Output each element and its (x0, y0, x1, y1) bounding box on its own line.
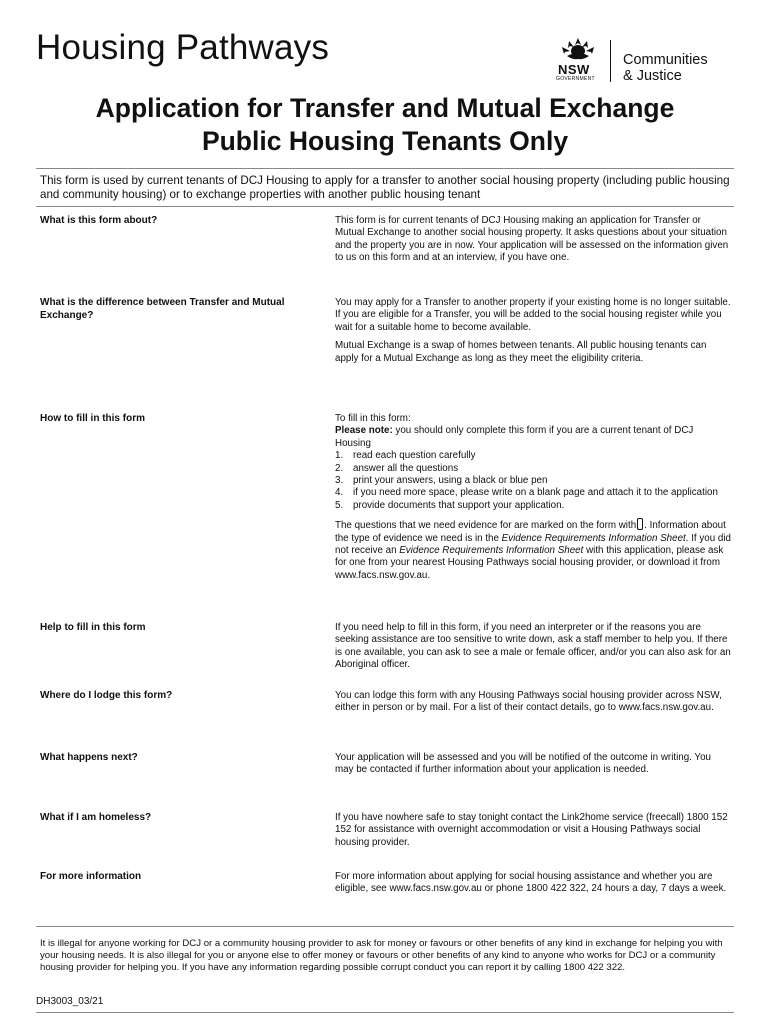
answer-text: If you have nowhere safe to stay tonight contact the Link2home service (freecall) 1800 152 152 for assistance with overnight accommodation or visit a Housing Pathways social housing provider. (335, 812, 728, 848)
question-more-info: For more information (40, 871, 142, 882)
answer-text: If you need help to fill in this form, if you need an interpreter or if the reasons you are seeking assistance are too sensitive to write down, ask a staff member to help you. If there is one available, you can ask to see a male or female officer, and/or you can also ask for an Aboriginal officer. (335, 622, 731, 671)
logo-divider (610, 40, 611, 82)
brand-title: Housing Pathways (36, 28, 330, 67)
answer-homeless (335, 812, 731, 855)
answer-text: You may apply for a Transfer to another property if your existing home is no longer suitable. If you are eligible for a Transfer, you will be added to the social housing register while you wait for a suitable home to become available. (335, 297, 731, 333)
answer-lodge (335, 690, 731, 721)
please-note (335, 425, 731, 450)
form-title-line2: Public Housing Tenants Only (201, 126, 569, 156)
list-item: 1. read each question carefully (335, 450, 476, 462)
answer-help (335, 622, 731, 678)
answer-how-to-fill (335, 413, 731, 588)
divider (36, 168, 734, 169)
department-name (623, 52, 708, 84)
answer-text: Mutual Exchange is a swap of homes between tenants. All public housing tenants can apply for a Mutual Exchange as long as they meet the eligibility criteria. (335, 340, 707, 364)
legal-notice: It is illegal for anyone working for DCJ or a community housing provider to ask for money or favours or other benefits of any kind in exchange for helping you with your housing needs. It is also illegal for you or anyone else to offer money or favours or other benefits of any kind to anyone who works for DCJ or a community housing provider for helping you. If you have any information regarding possible corrupt conduct you can report it by calling 1800 422 322. (40, 938, 723, 973)
nsw-communities-justice-logo (553, 36, 743, 88)
question-help: Help to fill in this form (40, 622, 146, 633)
intro-text: This form is used by current tenants of DCJ Housing to apply for a transfer to another social housing property (including public housing and community housing) or to exchange properties with another public housing tenant (40, 174, 730, 201)
question-what-next: What happens next? (40, 752, 138, 763)
answer-difference (335, 297, 731, 371)
form-code: DH3003_03/21 (36, 996, 104, 1007)
question-lodge: Where do I lodge this form? (40, 690, 173, 701)
divider (36, 926, 734, 927)
form-title-line1: Application for Transfer and Mutual Exchange (95, 93, 675, 123)
nsw-government-label: GOVERNMENT (556, 76, 595, 82)
evidence-info: The questions that we need evidence for are marked on the form with . Information about the type of evidence we need is in the Evidence Requirements Information Sheet. If you did not receive an Evidence Requirements Information Sheet with this application, please ask for one from your nearest Housing Pathways social housing provider, or download it from www.facs.nsw.gov.au. (335, 520, 731, 581)
department-name-line2: & Justice (623, 68, 682, 84)
list-item: 3. print your answers, using a black or blue pen (335, 475, 548, 487)
form-title (20, 92, 750, 158)
list-item: 2. answer all the questions (335, 462, 459, 474)
nsw-label: NSW (558, 62, 590, 77)
answer-what-next (335, 752, 731, 783)
answer-form-about (335, 215, 731, 271)
answer-text: For more information about applying for social housing assistance and whether you are eligible, see www.facs.nsw.gov.au or phone 1800 422 322, 24 hours a day, 7 days a week. (335, 871, 727, 895)
question-homeless: What if I am homeless? (40, 812, 152, 823)
divider (36, 1012, 734, 1013)
list-item: 4. if you need more space, please write on a blank page and attach it to the application (335, 487, 718, 499)
list-item: 5. provide documents that support your application. (335, 499, 565, 511)
answer-text: Your application will be assessed and you will be notified of the outcome in writing. You may be contacted if further information about your application is needed. (335, 752, 711, 776)
question-how-to-fill: How to fill in this form (40, 413, 145, 424)
question-form-about: What is this form about? (40, 215, 158, 226)
instruction-list (335, 450, 731, 512)
evidence-marker-icon (637, 518, 643, 530)
answer-text: You can lodge this form with any Housing Pathways social housing provider across NSW, either in person or by mail. For a list of their contact details, go to www.facs.nsw.gov.au. (335, 690, 722, 714)
answer-text: This form is for current tenants of DCJ Housing making an application for Transfer or Mutual Exchange to another social housing property. It asks questions about your situation and the property you are in now. Your application will be assessed on the information given to us on this form and at an interview, if you have one. (335, 215, 729, 264)
question-difference: What is the difference between Transfer and Mutual Exchange? (40, 297, 285, 321)
department-name-line1: Communities (623, 52, 708, 68)
divider (36, 206, 734, 207)
please-note-text: you should only complete this form if you are a current tenant of DCJ Housing (335, 425, 694, 449)
please-note-label: Please note: (335, 425, 393, 437)
how-intro: To fill in this form: (335, 413, 411, 424)
answer-more-info (335, 871, 731, 902)
